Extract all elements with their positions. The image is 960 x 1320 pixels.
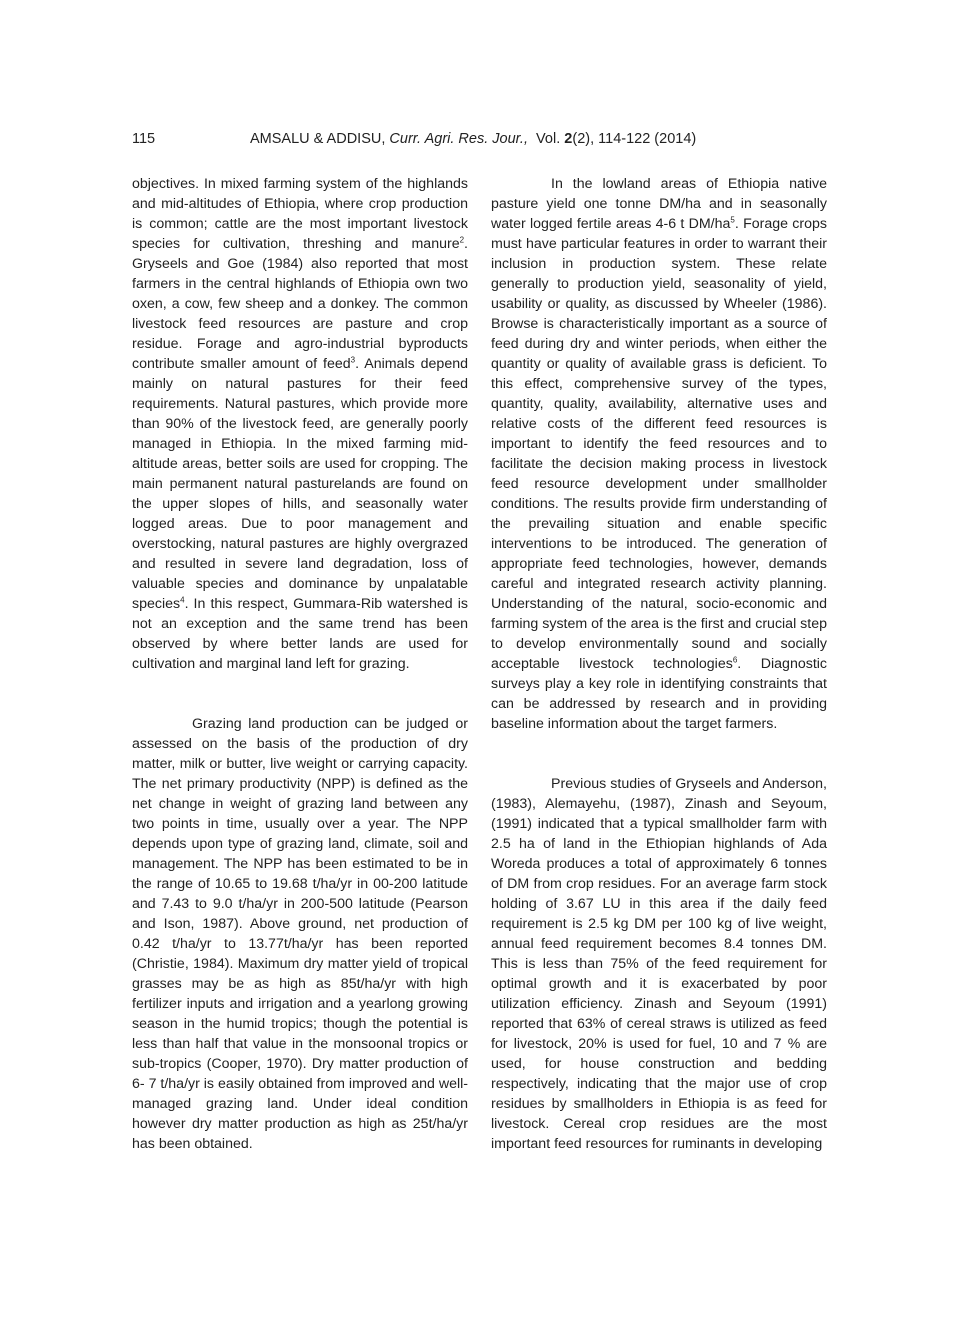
text-run: . Animals depend mainly on natural pastures for their feed requirements. Natural pastures, which provide more than 90% of the livestock feed, are generally poorly managed in Ethiopia. In the mixed farming mid-altitude areas, better soils are used for cropping. The main permanent natural pasturelands are found on the upper slopes of hills, and seasonally water logged areas. Due to poor management and overstocking, natural pastures are highly overgrazed and resulted in severe land degradation, loss of valuable species and dominance by unpalatable species — [132, 356, 468, 612]
volume-label: Vol. — [528, 131, 565, 147]
text-run: In the lowland areas of Ethiopia native pasture yield one tonne DM/ha and in seasonally water logged fertile areas 4-6 t DM/ha — [491, 176, 827, 232]
authors: AMSALU & ADDISU, — [250, 131, 390, 147]
text-run: . Gryseels and Goe (1984) also reported that most farmers in the central highlands of Ethiopia own two oxen, a cow, few sheep and a donkey. The common livestock feed resources are pasture and crop residue. Forage and agro-industrial byproducts contribute smaller amount of feed — [132, 236, 468, 372]
left-column — [132, 174, 468, 1154]
citation-ref: 5 — [730, 215, 735, 225]
citation-ref: 3 — [350, 355, 356, 365]
left-paragraph-2: Grazing land production can be judged or assessed on the basis of the production of dry matter, milk or butter, live weight or carrying capacity. The net primary productivity (NPP) is defined as the net change in weight of grazing land between any two points in time, usually over a year. The NPP depends upon type of grazing land, climate, soil and management. The NPP has been estimated to be in the range of 10.65 to 19.68 t/ha/yr in 00-200 latitude and 7.43 to 9.0 t/ha/yr in 200-500 latitude (Pearson and Ison, 1987). Above ground, net production of 0.42 t/ha/yr to 13.77t/ha/yr has been reported (Christie, 1984). Maximum dry matter yield of tropical grasses may be as high as 85t/ha/yr with high fertilizer inputs and irrigation and a yearlong growing season in the humid tropics; though the potential is less than half that value in the monsoonal tropics or sub-tropics (Cooper, 1970). Dry matter production of 6- 7 t/ha/yr is easily obtained from improved and well-managed grazing land. Under ideal condition however dry matter production as high as 25t/ha/yr has been obtained. — [132, 716, 468, 1152]
text-run: . Forage crops must have particular features in order to warrant their inclusion in production system. These relate generally to production yield, seasonality of yield, usability or quality, as discussed by Wheeler (1986). Browse is characteristically important as a source of feed during dry and winter periods, when either the quantity or quality of available grass is deficient. To this effect, comprehensive survey of the types, quantity, quality, availability, alternative uses and relative costs of the different feed resources is important to identify the feed resources and to facilitate the decision making process in livestock feed resource development under smallholder conditions. The results provide firm understanding of the prevailing situation and enable specific interventions to be introduced. The generation of appropriate feed technologies, however, demands careful and integrated research activity planning. Understanding of the natural, socio-economic and farming system of the area is the first and crucial step to develop environmentally sound and socially acceptable livestock technologies — [491, 216, 827, 672]
citation-ref: 2 — [459, 235, 465, 245]
right-paragraph-2: Previous studies of Gryseels and Anderson, (1983), Alemayehu, (1987), Zinash and Seyoum, (1991) indicated that a typical smallholder farm with 2.5 ha of land in the Ethiopian highlands of Ada Woreda produces a total of approximately 6 tonnes of DM from crop residues. For an average farm stock holding of 3.67 LU in this area if the daily feed requirement is 2.5 kg DM per 100 kg of live weight, annual feed requirement becomes 8.4 tonnes DM. This is less than 75% of the feed requirement for optimal growth and it is exacerbated by poor utilization efficiency. Zinash and Seyoum (1991) reported that 63% of cereal straws is utilized as feed for livestock, 20% is used for fuel, 10 and 7 % are used, for house construction and bedding respectively, indicating that the major use of crop residues by smallholders in Ethiopia is as feed for livestock. Cereal crop residues are the most important feed resources for ruminants in developing — [491, 776, 827, 1152]
text-run: objectives. In mixed farming system of the highlands and mid-altitudes of Ethiopia, where crop production is common; cattle are the most important livestock species for cultivation, threshing and manure — [132, 176, 468, 252]
right-column — [491, 174, 827, 1154]
running-header — [132, 128, 828, 150]
citation-ref: 4 — [180, 595, 185, 605]
volume-number: 2 — [564, 131, 573, 147]
text-run: . In this respect, Gummara-Rib watershed is not an exception and the same trend has been observed by where better lands are used for cultivation and marginal land left for grazing. — [132, 596, 468, 672]
text-run: . Diagnostic surveys play a key role in identifying constraints that can be addressed by research and in providing baseline information about the target farmers. — [491, 656, 828, 732]
issue-pages: (2), 114-122 (2014) — [572, 131, 697, 147]
running-head-citation — [250, 128, 696, 150]
right-paragraph-1 — [491, 174, 827, 734]
left-paragraph-1 — [132, 174, 468, 674]
journal-title: Curr. Agri. Res. Jour., — [389, 131, 528, 147]
page-number: 115 — [132, 131, 156, 147]
citation-ref: 6 — [732, 655, 738, 665]
